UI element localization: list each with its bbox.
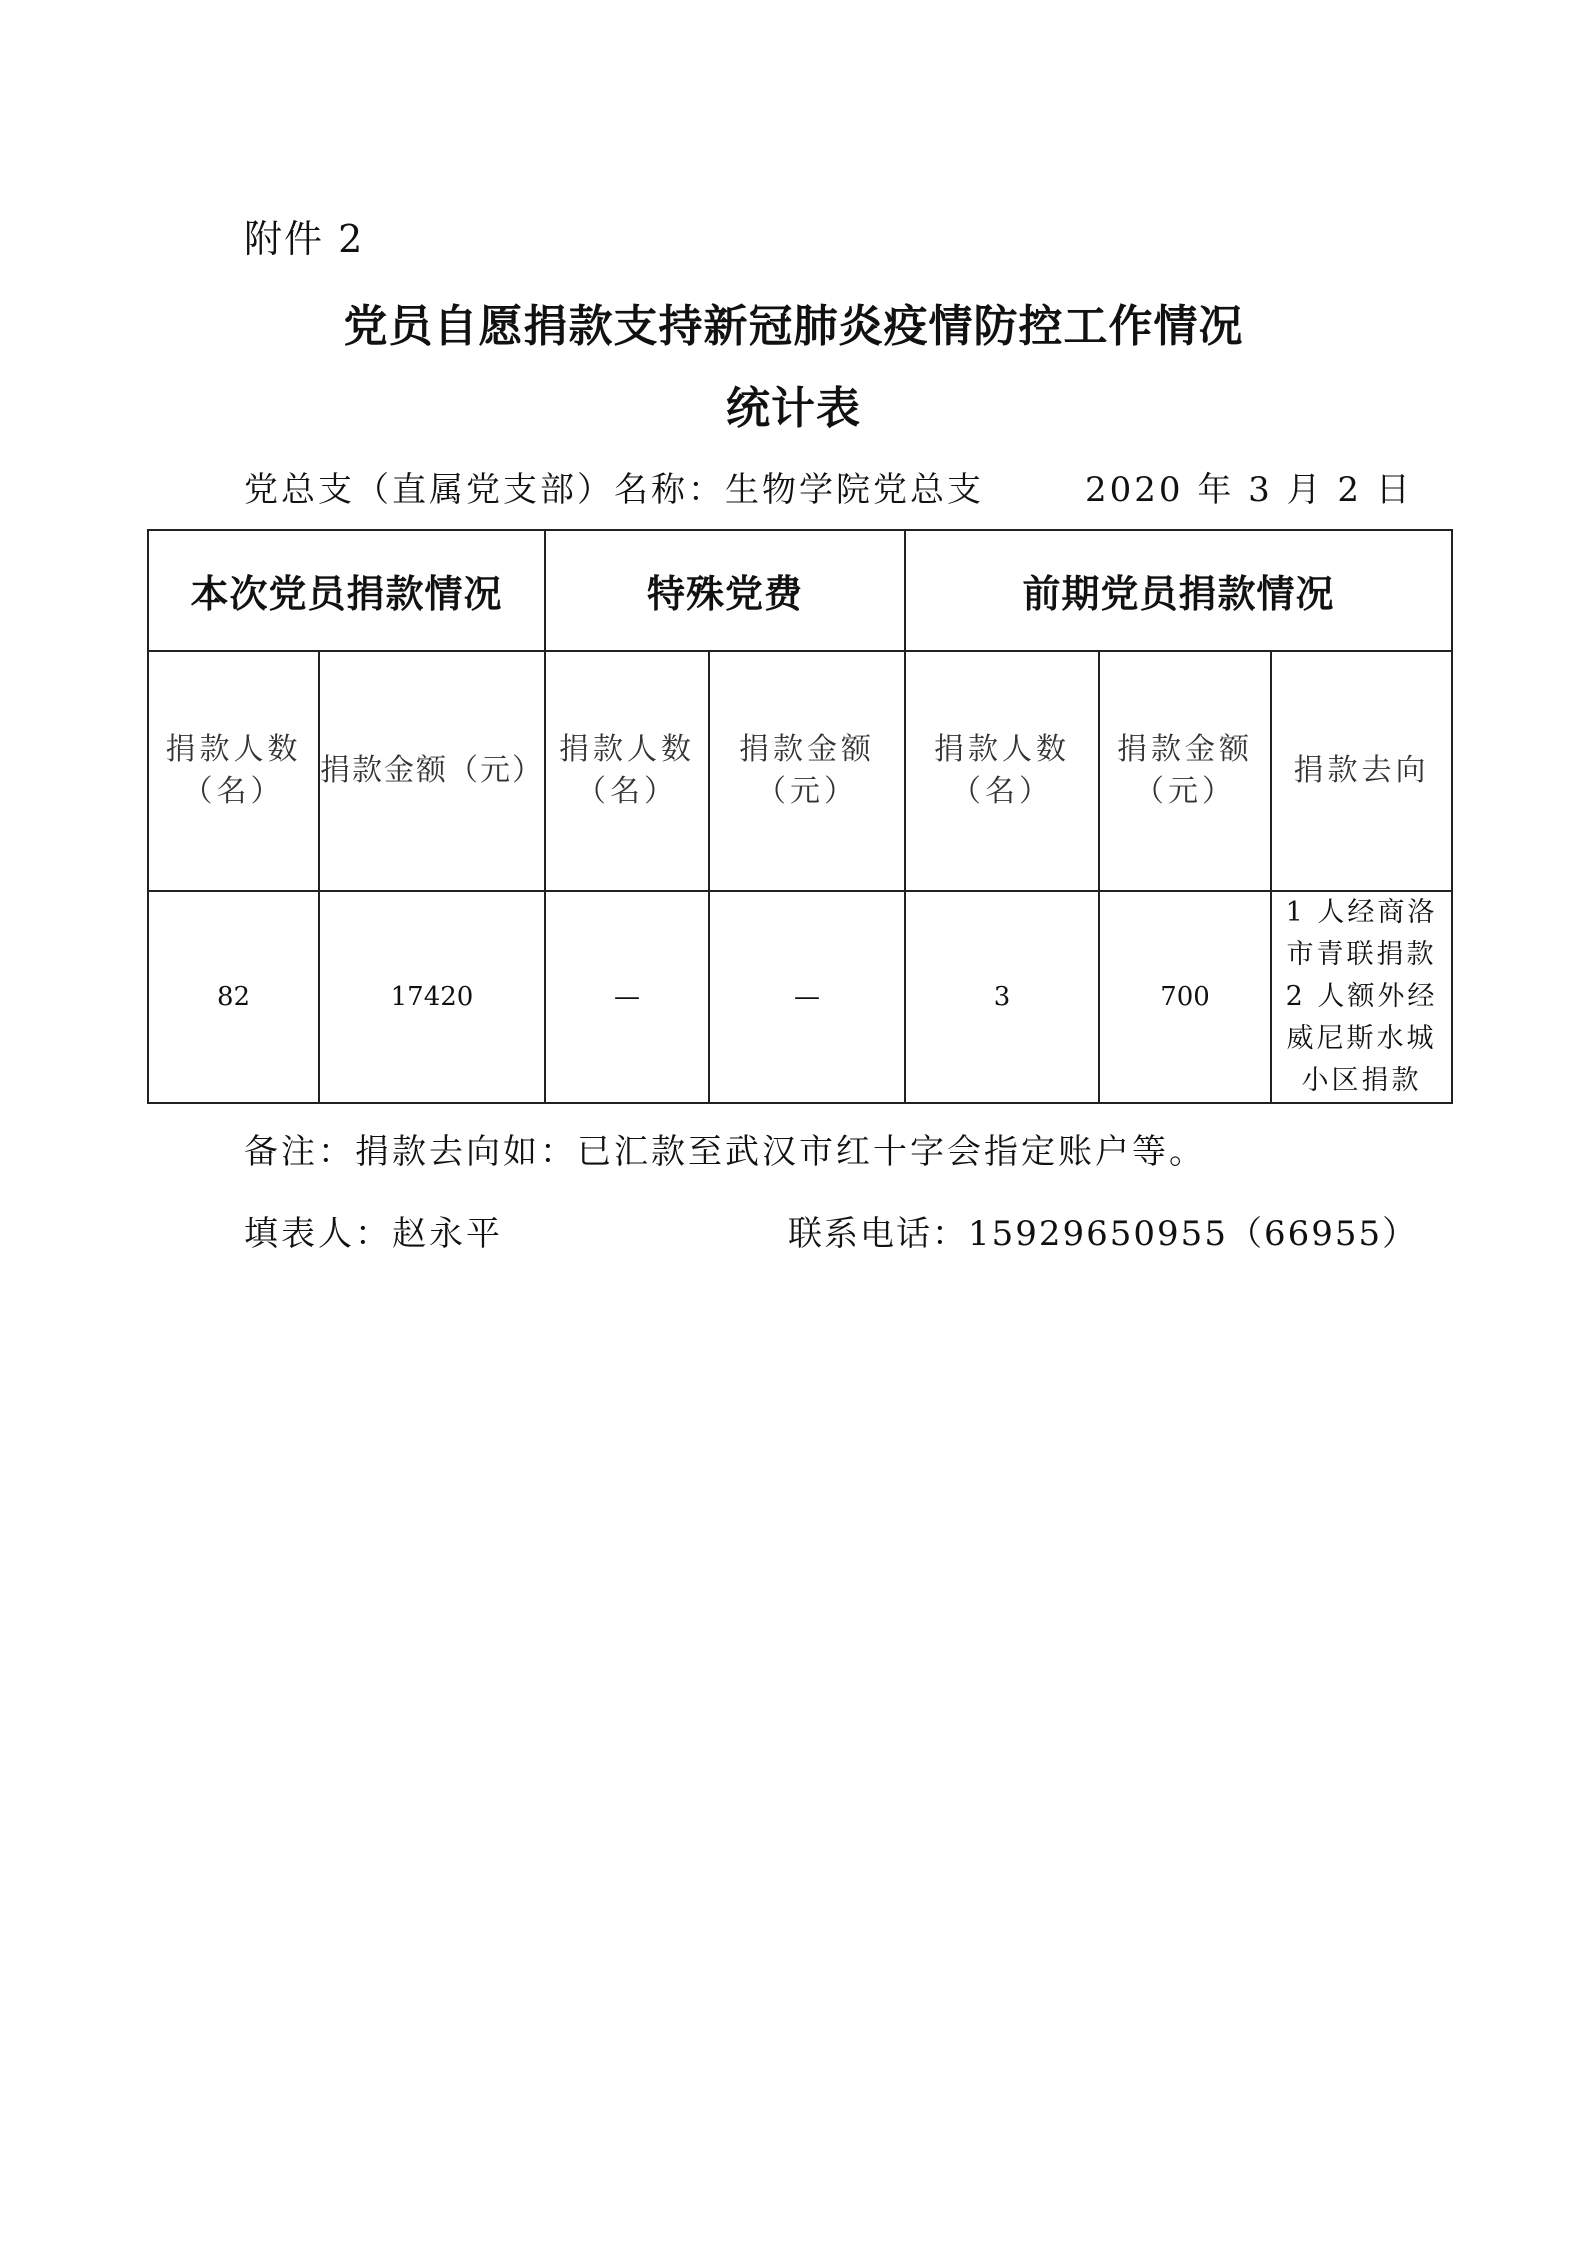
table-row	[148, 891, 1452, 1103]
subheader-prior-amount: 捐款金额 （元）	[1099, 651, 1271, 891]
document-subtitle: 统计表	[726, 383, 861, 434]
attachment-label: 附件 2	[244, 217, 365, 261]
remarks-note: 备注：捐款去向如：已汇款至武汉市红十字会指定账户等。	[244, 1132, 1206, 1172]
donation-statistics-table	[147, 529, 1453, 1104]
contact-phone: 联系电话：15929650955（66955）	[788, 1214, 1419, 1254]
current-amount-cell: 17420	[319, 891, 545, 1103]
destination-cell: 1 人经商洛 市青联捐款 2 人额外经 威尼斯水城 小区捐款	[1271, 891, 1452, 1103]
subheader-current-amount: 捐款金额（元）	[319, 651, 545, 891]
subheader-special-count: 捐款人数 （名）	[545, 651, 709, 891]
prior-count-cell: 3	[905, 891, 1099, 1103]
group-header-special: 特殊党费	[545, 530, 905, 651]
organization-name: 党总支（直属党支部）名称：生物学院党总支	[244, 470, 984, 510]
special-amount-cell: —	[709, 891, 905, 1103]
report-date: 2020 年 3 月 2 日	[1085, 470, 1413, 510]
subheader-current-count: 捐款人数 （名）	[148, 651, 319, 891]
subheader-prior-count: 捐款人数 （名）	[905, 651, 1099, 891]
group-header-current: 本次党员捐款情况	[148, 530, 545, 651]
current-count-cell: 82	[148, 891, 319, 1103]
special-count-cell: —	[545, 891, 709, 1103]
filled-by: 填表人：赵永平	[244, 1214, 503, 1254]
prior-amount-cell: 700	[1099, 891, 1271, 1103]
group-header-prior: 前期党员捐款情况	[905, 530, 1452, 651]
subheader-destination: 捐款去向	[1271, 651, 1452, 891]
subheader-special-amount: 捐款金额 （元）	[709, 651, 905, 891]
document-title: 党员自愿捐款支持新冠肺炎疫情防控工作情况	[343, 301, 1244, 352]
